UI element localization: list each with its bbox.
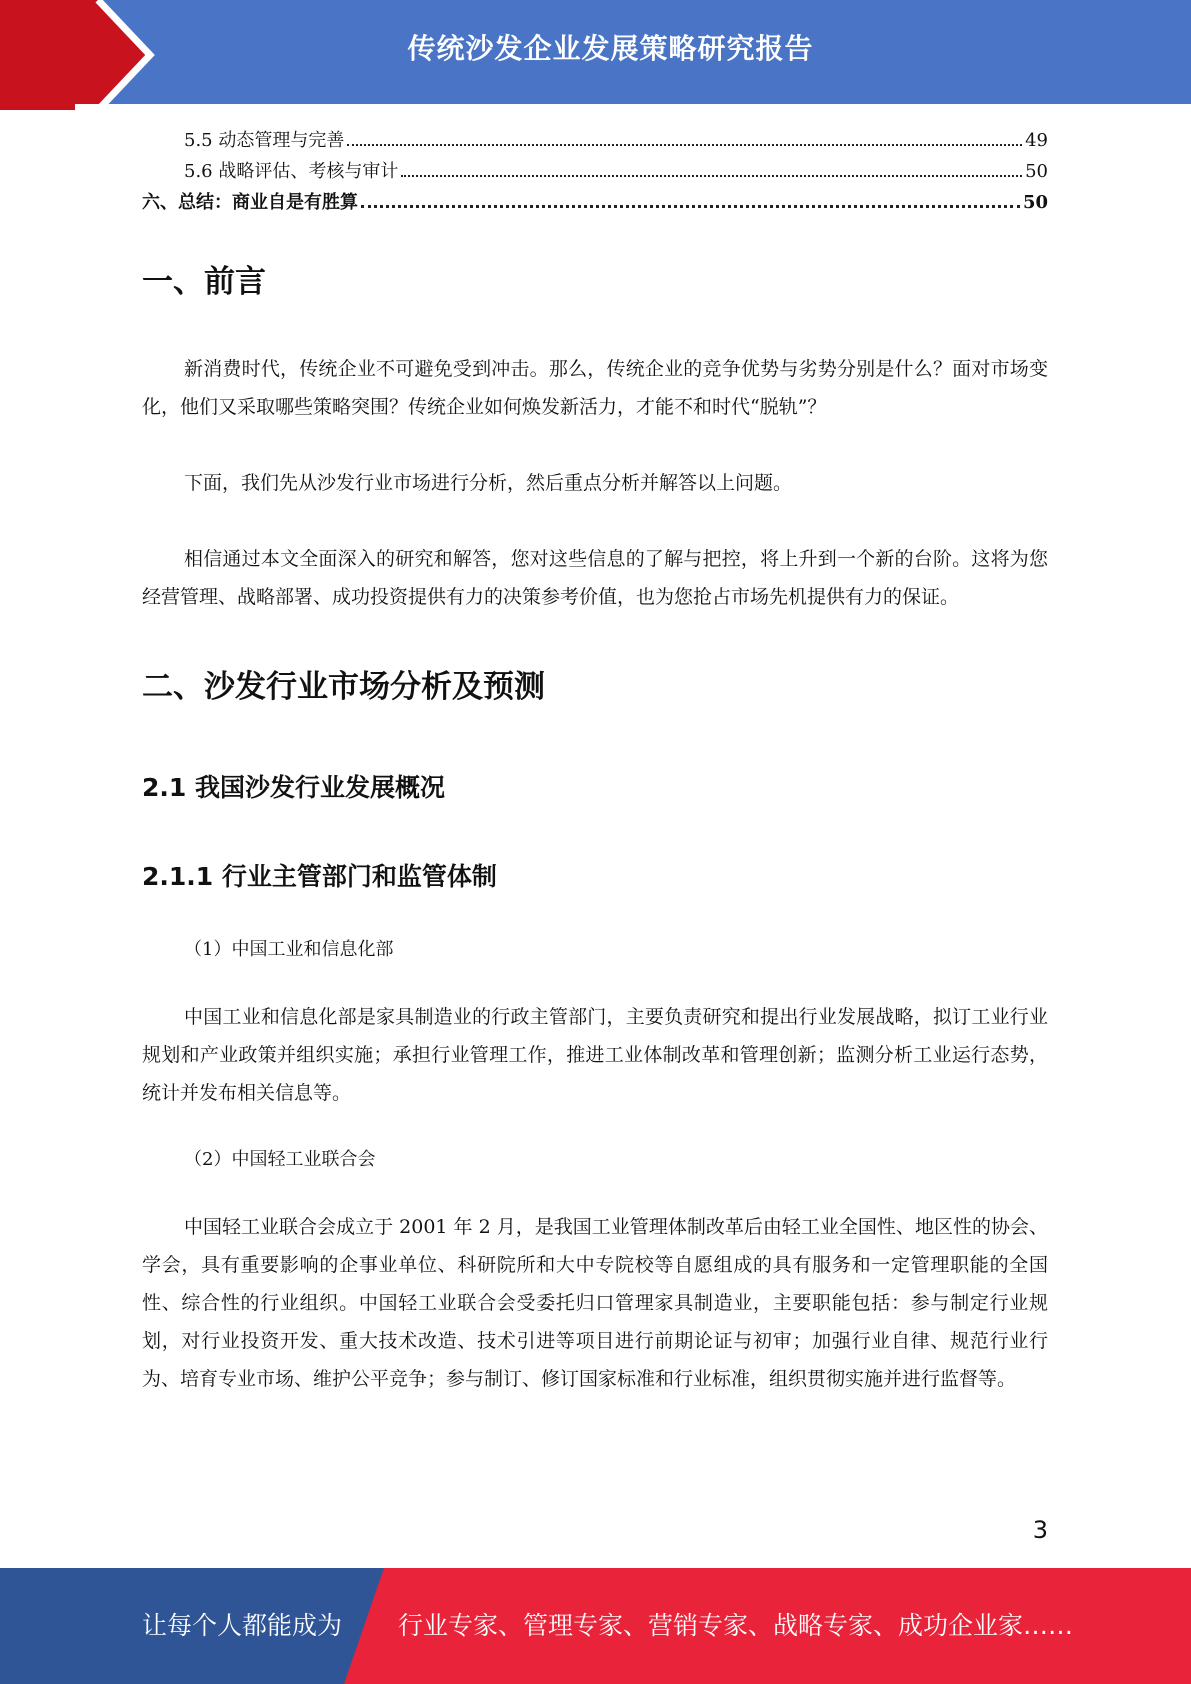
toc-page-number: 50 — [1022, 192, 1048, 213]
toc-dot-leader — [347, 144, 1022, 146]
intro-paragraph-1: 新消费时代，传统企业不可避免受到冲击。那么，传统企业的竞争优势与劣势分别是什么？面对市场变化，他们又采取哪些策略突围？传统企业如何焕发新活力，才能不和时代“脱轨”？ — [142, 358, 1048, 418]
item-1-title: （1）中国工业和信息化部 — [184, 939, 394, 960]
toc-label: 六、总结：商业自是有胜算 — [142, 192, 358, 213]
header-banner — [0, 0, 1191, 110]
footer-slogan-left: 让每个人都能成为 — [142, 1611, 343, 1640]
section-heading-market: 二、沙发行业市场分析及预测 — [142, 669, 545, 705]
subsection-heading-2-1: 2.1 我国沙发行业发展概况 — [142, 773, 445, 802]
page-content — [142, 126, 1048, 1398]
toc-label: 5.5 动态管理与完善 — [184, 130, 345, 151]
footer-slogan-right: 行业专家、管理专家、营销专家、战略专家、成功企业家…… — [398, 1611, 1074, 1640]
item-2-title: （2）中国轻工业联合会 — [184, 1149, 376, 1170]
toc-page-number: 49 — [1025, 130, 1048, 151]
item-2-paragraph: 中国轻工业联合会成立于 2001 年 2 月，是我国工业管理体制改革后由轻工业全国性、地区性的协会、学会，具有重要影响的企事业单位、科研院所和大中专院校等自愿组成的具有服务和一定管理职能的全国性、综合性的行业组织。中国轻工业联合会受委托归口管理家具制造业，主要职能包括：参与制定行业规划，对行业投资开发、重大技术改造、技术引进等项目进行前期论证与初审；加强行业自律、规范行业行为、培育专业市场、维护公平竞争；参与制订、修订国家标准和行业标准，组织贯彻实施并进行监督等。 — [142, 1216, 1048, 1390]
toc-label: 5.6 战略评估、考核与审计 — [184, 161, 399, 182]
toc-entry-5-6[interactable] — [142, 157, 1048, 188]
page-number: 3 — [1032, 1516, 1048, 1544]
toc-entry-6[interactable] — [142, 188, 1048, 219]
toc-page-number: 50 — [1025, 161, 1048, 182]
footer-banner — [0, 1568, 1191, 1684]
header-white-underline — [75, 104, 1191, 110]
intro-paragraph-2: 下面，我们先从沙发行业市场进行分析，然后重点分析并解答以上问题。 — [184, 472, 793, 494]
toc-dot-leader — [401, 175, 1022, 177]
toc-dot-leader — [361, 205, 1020, 208]
item-1-paragraph: 中国工业和信息化部是家具制造业的行政主管部门，主要负责研究和提出行业发展战略，拟订工业行业规划和产业政策并组织实施；承担行业管理工作，推进工业体制改革和管理创新；监测分析工业运行态势，统计并发布相关信息等。 — [142, 1006, 1048, 1104]
section-heading-intro: 一、前言 — [142, 264, 266, 300]
table-of-contents — [142, 126, 1048, 219]
report-title: 传统沙发企业发展策略研究报告 — [407, 32, 814, 65]
toc-entry-5-5[interactable] — [142, 126, 1048, 157]
subsection-heading-2-1-1: 2.1.1 行业主管部门和监管体制 — [142, 862, 497, 891]
intro-paragraph-3: 相信通过本文全面深入的研究和解答，您对这些信息的了解与把控，将上升到一个新的台阶。这将为您经营管理、战略部署、成功投资提供有力的决策参考价值，也为您抢占市场先机提供有力的保证。 — [142, 548, 1048, 608]
